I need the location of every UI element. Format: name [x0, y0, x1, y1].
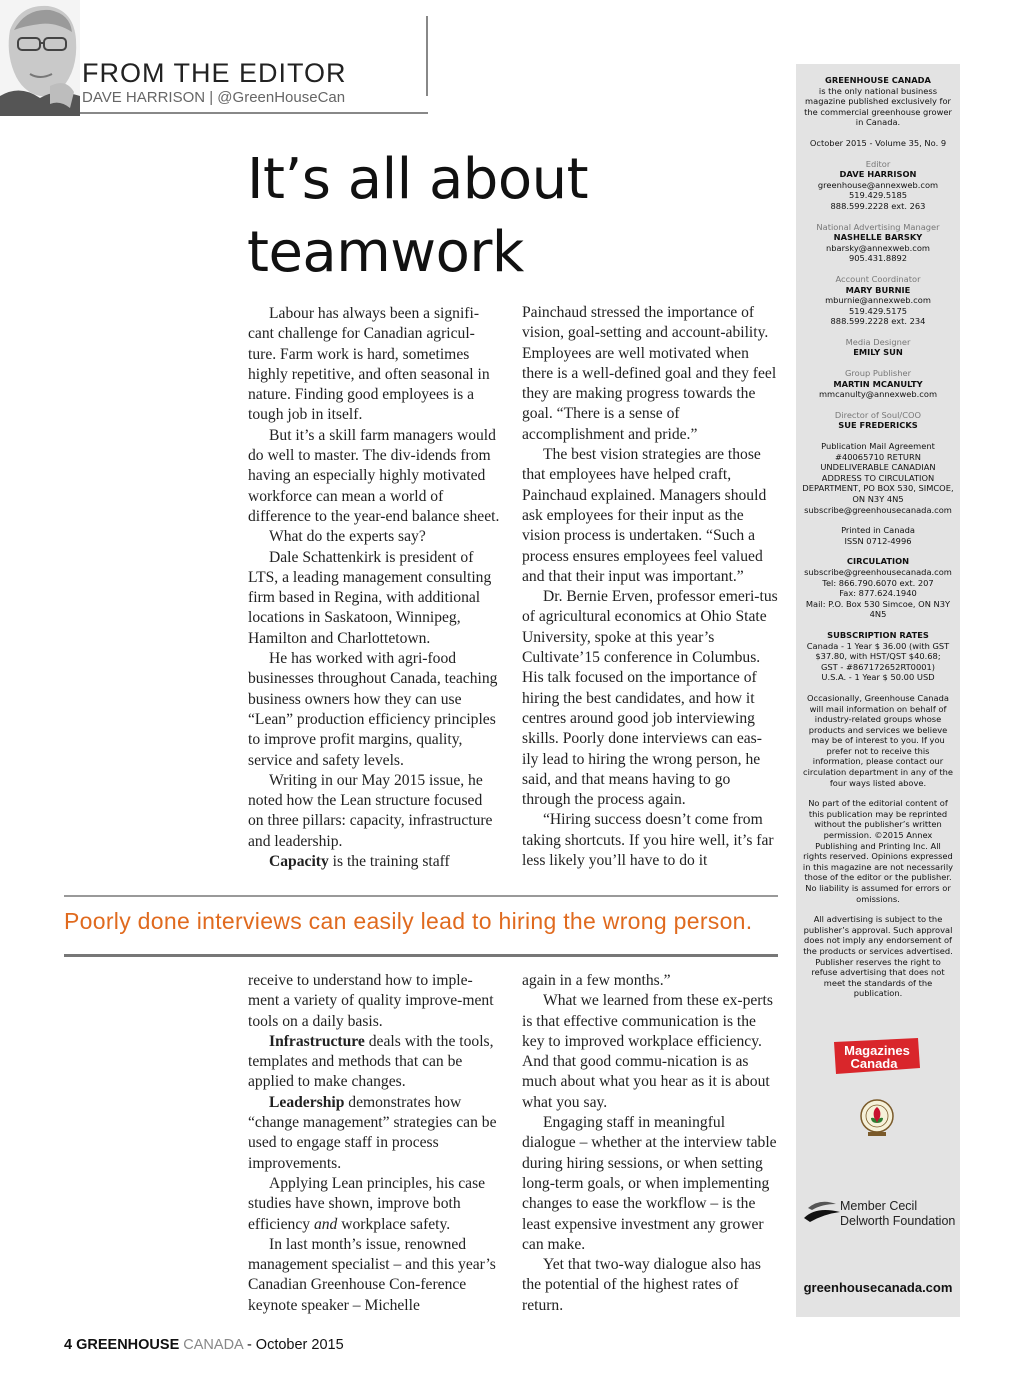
circulation-email: subscribe@greenhousecanada.com: [804, 566, 952, 577]
subscription-usa: U.S.A. - 1 Year $ 50.00 USD: [821, 672, 935, 683]
staff-email: greenhouse@annexweb.com: [817, 179, 939, 190]
paragraph-text: workplace safety.: [337, 1215, 451, 1233]
staff-name: DAVE HARRISON: [839, 169, 917, 180]
article-column-3: [248, 971, 500, 1316]
section-title: FROM THE EDITOR: [82, 58, 347, 88]
subscription-rates: [802, 630, 954, 683]
pull-quote: Poorly done interviews can easily lead to hiring the wrong person.: [64, 908, 753, 934]
staff-editor: [802, 159, 954, 212]
editor-photo: [0, 0, 80, 116]
cecil-delworth-text: [840, 1199, 955, 1229]
paragraph: [248, 1093, 500, 1174]
circulation-title: CIRCULATION: [846, 556, 910, 567]
circulation-info: [802, 556, 954, 620]
staff-name: EMILY SUN: [853, 347, 903, 358]
masthead-title: GREENHOUSE CANADA: [825, 75, 931, 85]
paragraph: Engaging staff in meaningful dialogue – whether at the interview table during hiring sessions, or when setting long-term goals, or when implementing changes to ease the workflow – is the least expensive investment any grower can make.: [522, 1114, 777, 1253]
paragraph: Labour has always been a signifi-cant challenge for Canadian agricul-ture. Farm work is hard, sometimes highly repetitive, and often seasonal in nature. Finding good employees is a tough job in itself.: [248, 305, 490, 424]
paragraph: He has worked with agri-food businesses throughout Canada, teaching business owners how they can use “Lean” production efficiency principles to improve profit margins, quality, service and safety levels.: [248, 650, 498, 769]
paragraph: [248, 852, 500, 872]
staff-phone: 519.429.5185: [848, 190, 908, 201]
printed-in: Printed in Canada: [841, 525, 915, 536]
paragraph: The best vision strategies are those that employees have helped craft, Painchaud explained. Managers should ask employees for their input as the vision process is undertaken. “Such a process ensures employees feel valued and that their input was important.”: [522, 446, 767, 585]
circulation-tel: Tel: 866.790.6070 ext. 207: [822, 577, 934, 588]
paragraph: In last month’s issue, renowned management specialist – and this year’s Canadian Greenhouse Con-ference keynote speaker – Michelle: [248, 1235, 496, 1314]
masthead-description: is the only national business magazine published exclusively for the commercial greenhouse grower in Canada.: [804, 85, 952, 128]
staff-group-publisher: [802, 368, 954, 400]
header-divider-vertical: [426, 16, 428, 96]
staff-email: nbarsky@annexweb.com: [825, 242, 931, 253]
issue-info: October 2015 - Volume 35, No. 9: [809, 137, 947, 148]
article-column-2: [522, 303, 778, 891]
paragraph: Dale Schattenkirk is president of LTS, a leading management consulting firm based in Regina, with additional locations in Saskatoon, Winnipeg, Hamilton and Charlottetown.: [248, 548, 492, 647]
role-label: Director of Soul/COO: [834, 409, 922, 420]
privacy-notice: Occasionally, Greenhouse Canada will mail information on behalf of industry-related groups whose products and services we believe may be of interest to you. If you prefer not to receive this information, please contact our circulation department in any of the four ways listed above.: [803, 692, 953, 788]
paragraph-text: is the training staff: [328, 853, 450, 871]
staff-phone: 519.429.5175: [848, 305, 908, 316]
mail-agreement-email: subscribe@greenhousecanada.com: [804, 504, 952, 515]
paragraph: Yet that two-way dialogue also has the potential of the highest rates of return.: [522, 1256, 761, 1314]
role-label: Editor: [865, 158, 891, 169]
cecil-line-1: Member Cecil: [840, 1199, 918, 1213]
paragraph: “Hiring success doesn’t come from taking shortcuts. If you hire well, it’s far less likely you’ll have to do it: [522, 811, 774, 870]
pull-quote-rule-bottom: [64, 954, 778, 957]
role-label: Media Designer: [845, 336, 911, 347]
footer-brand-light: CANADA: [183, 1337, 243, 1353]
paragraph: [248, 1032, 500, 1093]
cecil-line-2: Delworth Foundation: [840, 1214, 956, 1228]
paragraph: But it’s a skill farm managers would do well to master. The div-idends from having an especially highly motivated workforce can mean a world of difference to the year-end balance sheet.: [248, 426, 500, 525]
paragraph: again in a few months.”: [522, 972, 671, 989]
role-label: National Advertising Manager: [816, 221, 940, 232]
header-divider-horizontal: [80, 112, 428, 114]
circulation-fax: Fax: 877.624.1940: [839, 588, 917, 599]
staff-name: NASHELLE BARSKY: [833, 232, 923, 243]
role-label: Account Coordinator: [835, 273, 921, 284]
headline-line-2: teamwork: [247, 220, 524, 285]
paragraph: What do the experts say?: [269, 528, 426, 546]
publication-mail-agreement: [802, 441, 954, 515]
pull-quote-rule-top: [64, 895, 778, 897]
byline: DAVE HARRISON | @GreenHouseCan: [82, 89, 346, 106]
role-label: Group Publisher: [845, 368, 911, 379]
staff-name: SUE FREDERICKS: [838, 420, 918, 431]
footer-date: - October 2015: [246, 1337, 344, 1353]
headline-line-1: It’s all about: [247, 147, 589, 212]
subscription-canada: Canada - 1 Year $ 36.00 (with GST $37.80, with HST/QST $40.68;: [806, 640, 950, 662]
staff-advertising-manager: [802, 222, 954, 264]
paragraph: Dr. Bernie Erven, professor emeri-tus of agricultural economics at Ohio State University, spoke at this year’s Cultivate’15 conference in Columbus. His talk focused on the importance of hiring the best candidates, and how it centres around good job interviewing skills. Poorly done interviews can eas-ily lead to hiring the wrong person, he said, and that means having to go through the process again.: [522, 588, 778, 809]
issn: ISSN 0712-4996: [844, 535, 912, 546]
masthead-intro: [802, 64, 954, 128]
article-headline: [247, 143, 667, 289]
masthead-sidebar: [796, 64, 960, 1317]
magazines-canada-line-1: Magazines: [844, 1043, 910, 1058]
article-column-1: [248, 304, 500, 890]
paragraph-text: deals with the tools, templates and methods that can be applied to make changes.: [248, 1032, 494, 1091]
staff-email: mmcanulty@annexweb.com: [818, 389, 938, 400]
staff-media-designer: [802, 337, 954, 358]
paragraph-text: demonstrates how “change management” strategies can be used to engage staff in process improvements.: [248, 1093, 497, 1172]
footer-brand-bold: GREENHOUSE: [76, 1337, 180, 1353]
staff-name: MARY BURNIE: [845, 284, 911, 295]
staff-phone: 888.599.2228 ext. 263: [830, 200, 926, 211]
leadership-term: Leadership: [269, 1093, 345, 1111]
paragraph: Painchaud stressed the importance of vision, goal-setting and account-ability. Employees are well motivated when there is a well-defined goal and they feel they are making progress towards the goal. “There is a sense of accomplishment and pride.”: [522, 304, 777, 443]
mail-agreement-text: Publication Mail Agreement #40065710 RETURN UNDELIVERABLE CANADIAN ADDRESS TO CIRCULATION DEPARTMENT, PO BOX 530, SIMCOE, ON N3Y 4N5: [802, 441, 954, 504]
website-link[interactable]: greenhousecanada.com: [803, 1280, 953, 1295]
advertising-notice: All advertising is subject to the publisher’s approval. Such approval does not imply any endorsement of the products or services advertised. Publisher reserves the right to refuse advertising that does not meet the standards of the publication.: [803, 914, 953, 999]
staff-email: mburnie@annexweb.com: [825, 295, 931, 306]
circulation-mail: Mail: P.O. Box 530 Simcoe, ON N3Y 4N5: [805, 598, 951, 620]
emphasis: and: [313, 1215, 338, 1233]
page-number: 4: [64, 1337, 73, 1353]
magazines-canada-line-2: Canada: [850, 1056, 898, 1071]
subscription-title: SUBSCRIPTION RATES: [827, 629, 929, 640]
paragraph: receive to understand how to imple-ment a variety of quality improve-ment tools on a daily basis.: [248, 972, 494, 1030]
magazines-canada-logo: [832, 1038, 922, 1076]
article-column-4: [522, 971, 778, 1316]
paragraph: Writing in our May 2015 issue, he noted how the Lean structure focused on three pillars: capacity, infrastructure and leadership.: [248, 771, 493, 850]
growers-seal-logo: [859, 1098, 895, 1138]
paragraph-text: Applying Lean principles, his case studies have shown, improve both efficiency: [248, 1174, 486, 1233]
subscription-gst: GST - #867172652RT0001): [820, 661, 936, 672]
capacity-term: Capacity: [269, 853, 329, 871]
paragraph: What we learned from these ex-perts is that effective communication is the key to improved workplace efficiency. And that good commu-nication is as much about what you hear as it is about what you say.: [522, 992, 773, 1111]
print-info: [802, 525, 954, 546]
staff-phone: 905.431.8892: [848, 253, 908, 264]
staff-director: [802, 410, 954, 431]
staff-phone: 888.599.2228 ext. 234: [830, 316, 926, 327]
infrastructure-term: Infrastructure: [269, 1032, 365, 1050]
staff-account-coordinator: [802, 274, 954, 327]
staff-name: MARTIN MCANULTY: [833, 378, 923, 389]
rights-notice: No part of the editorial content of this publication may be reprinted without the publisher’s written permission. ©2015 Annex Publishing and Printing Inc. All rights reserved. Opinions expressed in this magazine are not necessarily those of the editor or the publisher. No liability is assumed for errors or omissions.: [802, 798, 954, 904]
paragraph: [248, 1174, 500, 1235]
page-footer: [64, 1337, 344, 1353]
